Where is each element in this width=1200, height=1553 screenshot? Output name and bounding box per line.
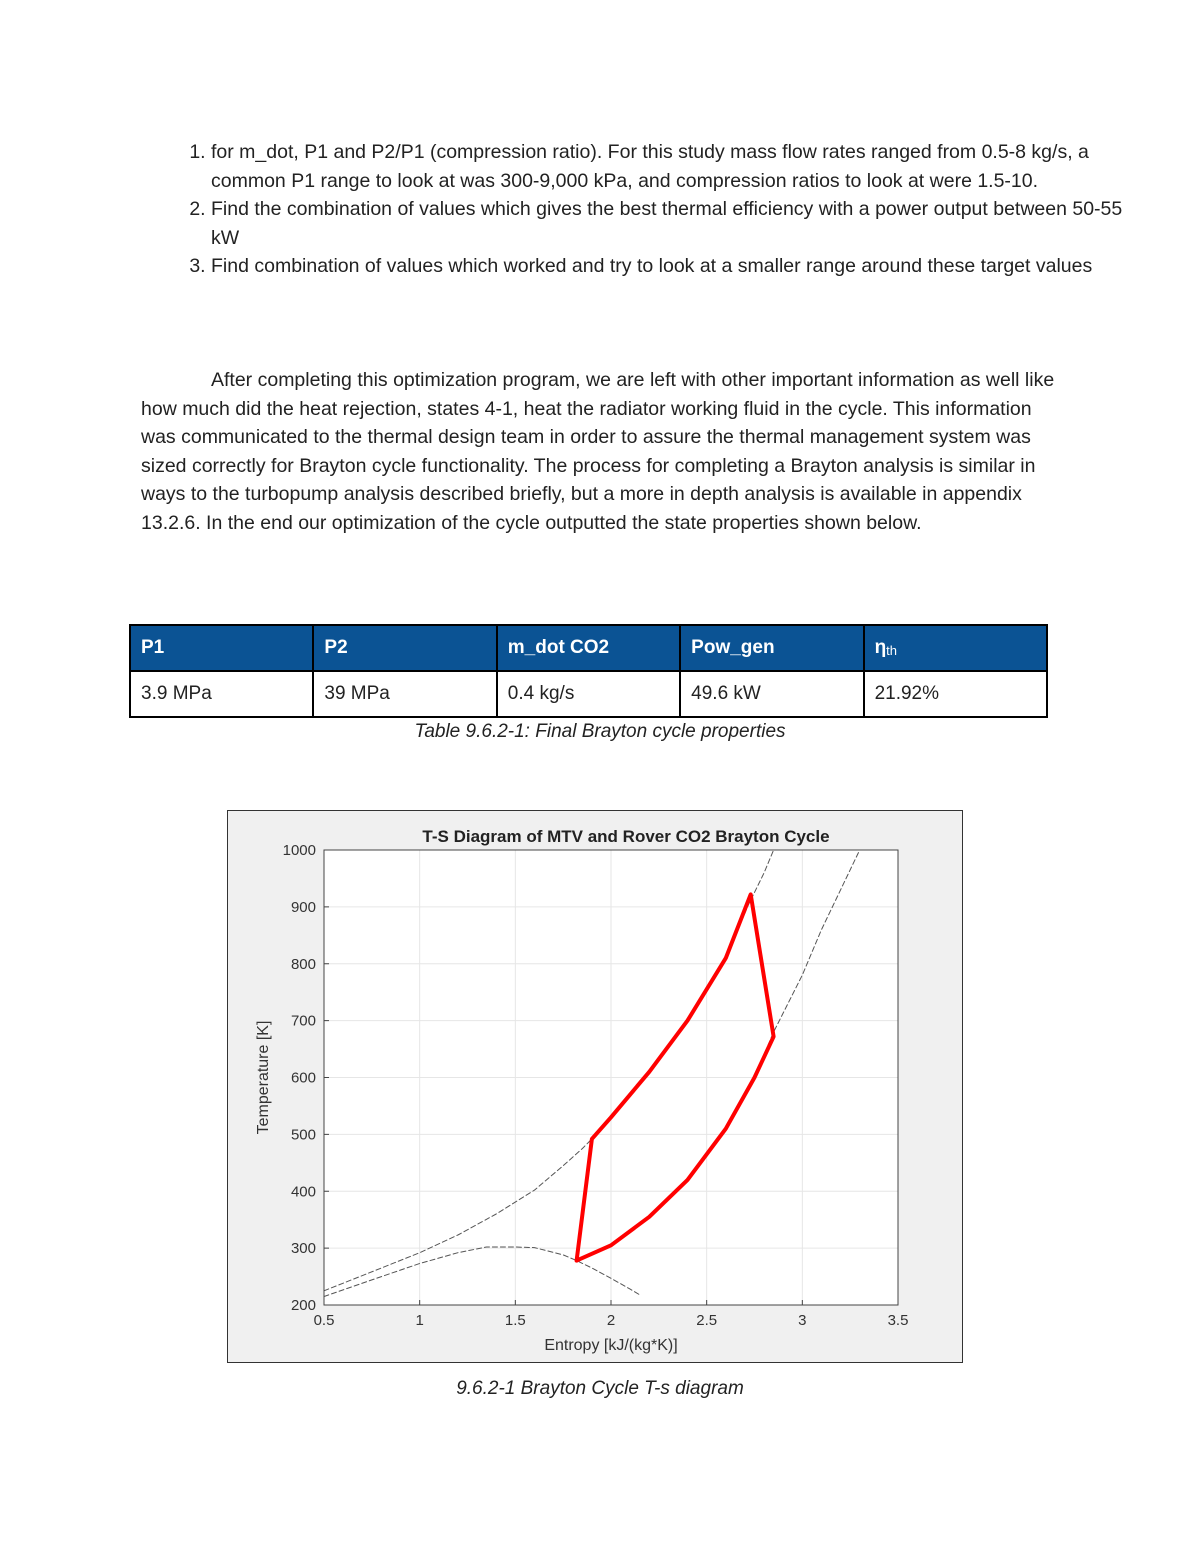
y-tick-label: 1000 xyxy=(282,842,316,859)
y-tick-label: 200 xyxy=(290,1297,316,1314)
cell-efficiency: 21.92% xyxy=(864,671,1047,717)
table-caption: Table 9.6.2-1: Final Brayton cycle properties xyxy=(414,721,786,742)
chart-title: T-S Diagram of MTV and Rover CO2 Brayton Cycle xyxy=(422,827,830,846)
x-axis-label: Entropy [kJ/(kg*K)] xyxy=(544,1337,678,1354)
x-tick-label: 2.5 xyxy=(696,1312,718,1329)
y-tick-label: 700 xyxy=(290,1012,316,1030)
x-tick-label: 2 xyxy=(606,1312,616,1329)
cell-mdot: 0.4 kg/s xyxy=(497,671,680,717)
eta-symbol: η xyxy=(874,637,887,658)
brayton-properties-table xyxy=(129,624,1048,718)
table-row xyxy=(130,671,1047,717)
ts-diagram-figure xyxy=(227,810,963,1363)
list-item: 2. Find the combination of values which gives the best thermal efficiency with a power output between 50-55 kW xyxy=(211,195,1141,252)
list-item: 3. Find combination of values which worked and try to look at a smaller range around these target values xyxy=(211,252,1141,281)
header-mdot: m_dot CO2 xyxy=(497,625,680,671)
y-tick-label: 300 xyxy=(290,1240,316,1258)
y-tick-label: 800 xyxy=(290,955,316,973)
x-tick-label: 1.5 xyxy=(504,1312,526,1329)
x-tick-label: 0.5 xyxy=(313,1312,335,1329)
header-p1: P1 xyxy=(130,625,313,671)
cell-p2: 39 MPa xyxy=(313,671,496,717)
y-tick-label: 600 xyxy=(290,1069,316,1087)
x-tick-label: 3.5 xyxy=(887,1312,909,1329)
figure-caption: 9.6.2-1 Brayton Cycle T-s diagram xyxy=(456,1378,744,1399)
header-p2: P2 xyxy=(313,625,496,671)
x-tick-label: 3 xyxy=(798,1312,807,1329)
ts-diagram-chart xyxy=(228,811,961,1361)
list-item: 1. for m_dot, P1 and P2/P1 (compression ratio). For this study mass flow rates ranged from 0.5-8 kg/s, a common P1 range to look at was 300-9,000 kPa, and compression ratios to look at were 1.5-10. xyxy=(211,138,1141,195)
cell-p1: 3.9 MPa xyxy=(130,671,313,717)
x-tick-label: 1 xyxy=(415,1312,424,1329)
y-axis-label: Temperature [K] xyxy=(255,1020,272,1135)
body-paragraph: After completing this optimization program, we are left with other important information as well like how much did the heat rejection, states 4-1, heat the radiator working fluid in the cycle. This information was communicated to the thermal design team in order to assure the thermal management system was sized correctly for Brayton cycle functionality. The process for completing a Brayton analysis is similar in ways to the turbopump analysis described briefly, but a more in depth analysis is available in appendix 13.2.6. In the end our optimization of the cycle outputted the state properties shown below. xyxy=(141,369,1055,534)
cell-powgen: 49.6 kW xyxy=(680,671,863,717)
eta-subscript: th xyxy=(886,643,898,658)
table-header-row xyxy=(130,625,1047,671)
procedure-list xyxy=(142,138,1141,281)
y-tick-label: 900 xyxy=(290,898,316,916)
y-tick-label: 500 xyxy=(290,1126,316,1144)
header-powgen: Pow_gen xyxy=(680,625,863,671)
y-tick-label: 400 xyxy=(290,1183,316,1201)
header-efficiency xyxy=(864,625,1047,671)
